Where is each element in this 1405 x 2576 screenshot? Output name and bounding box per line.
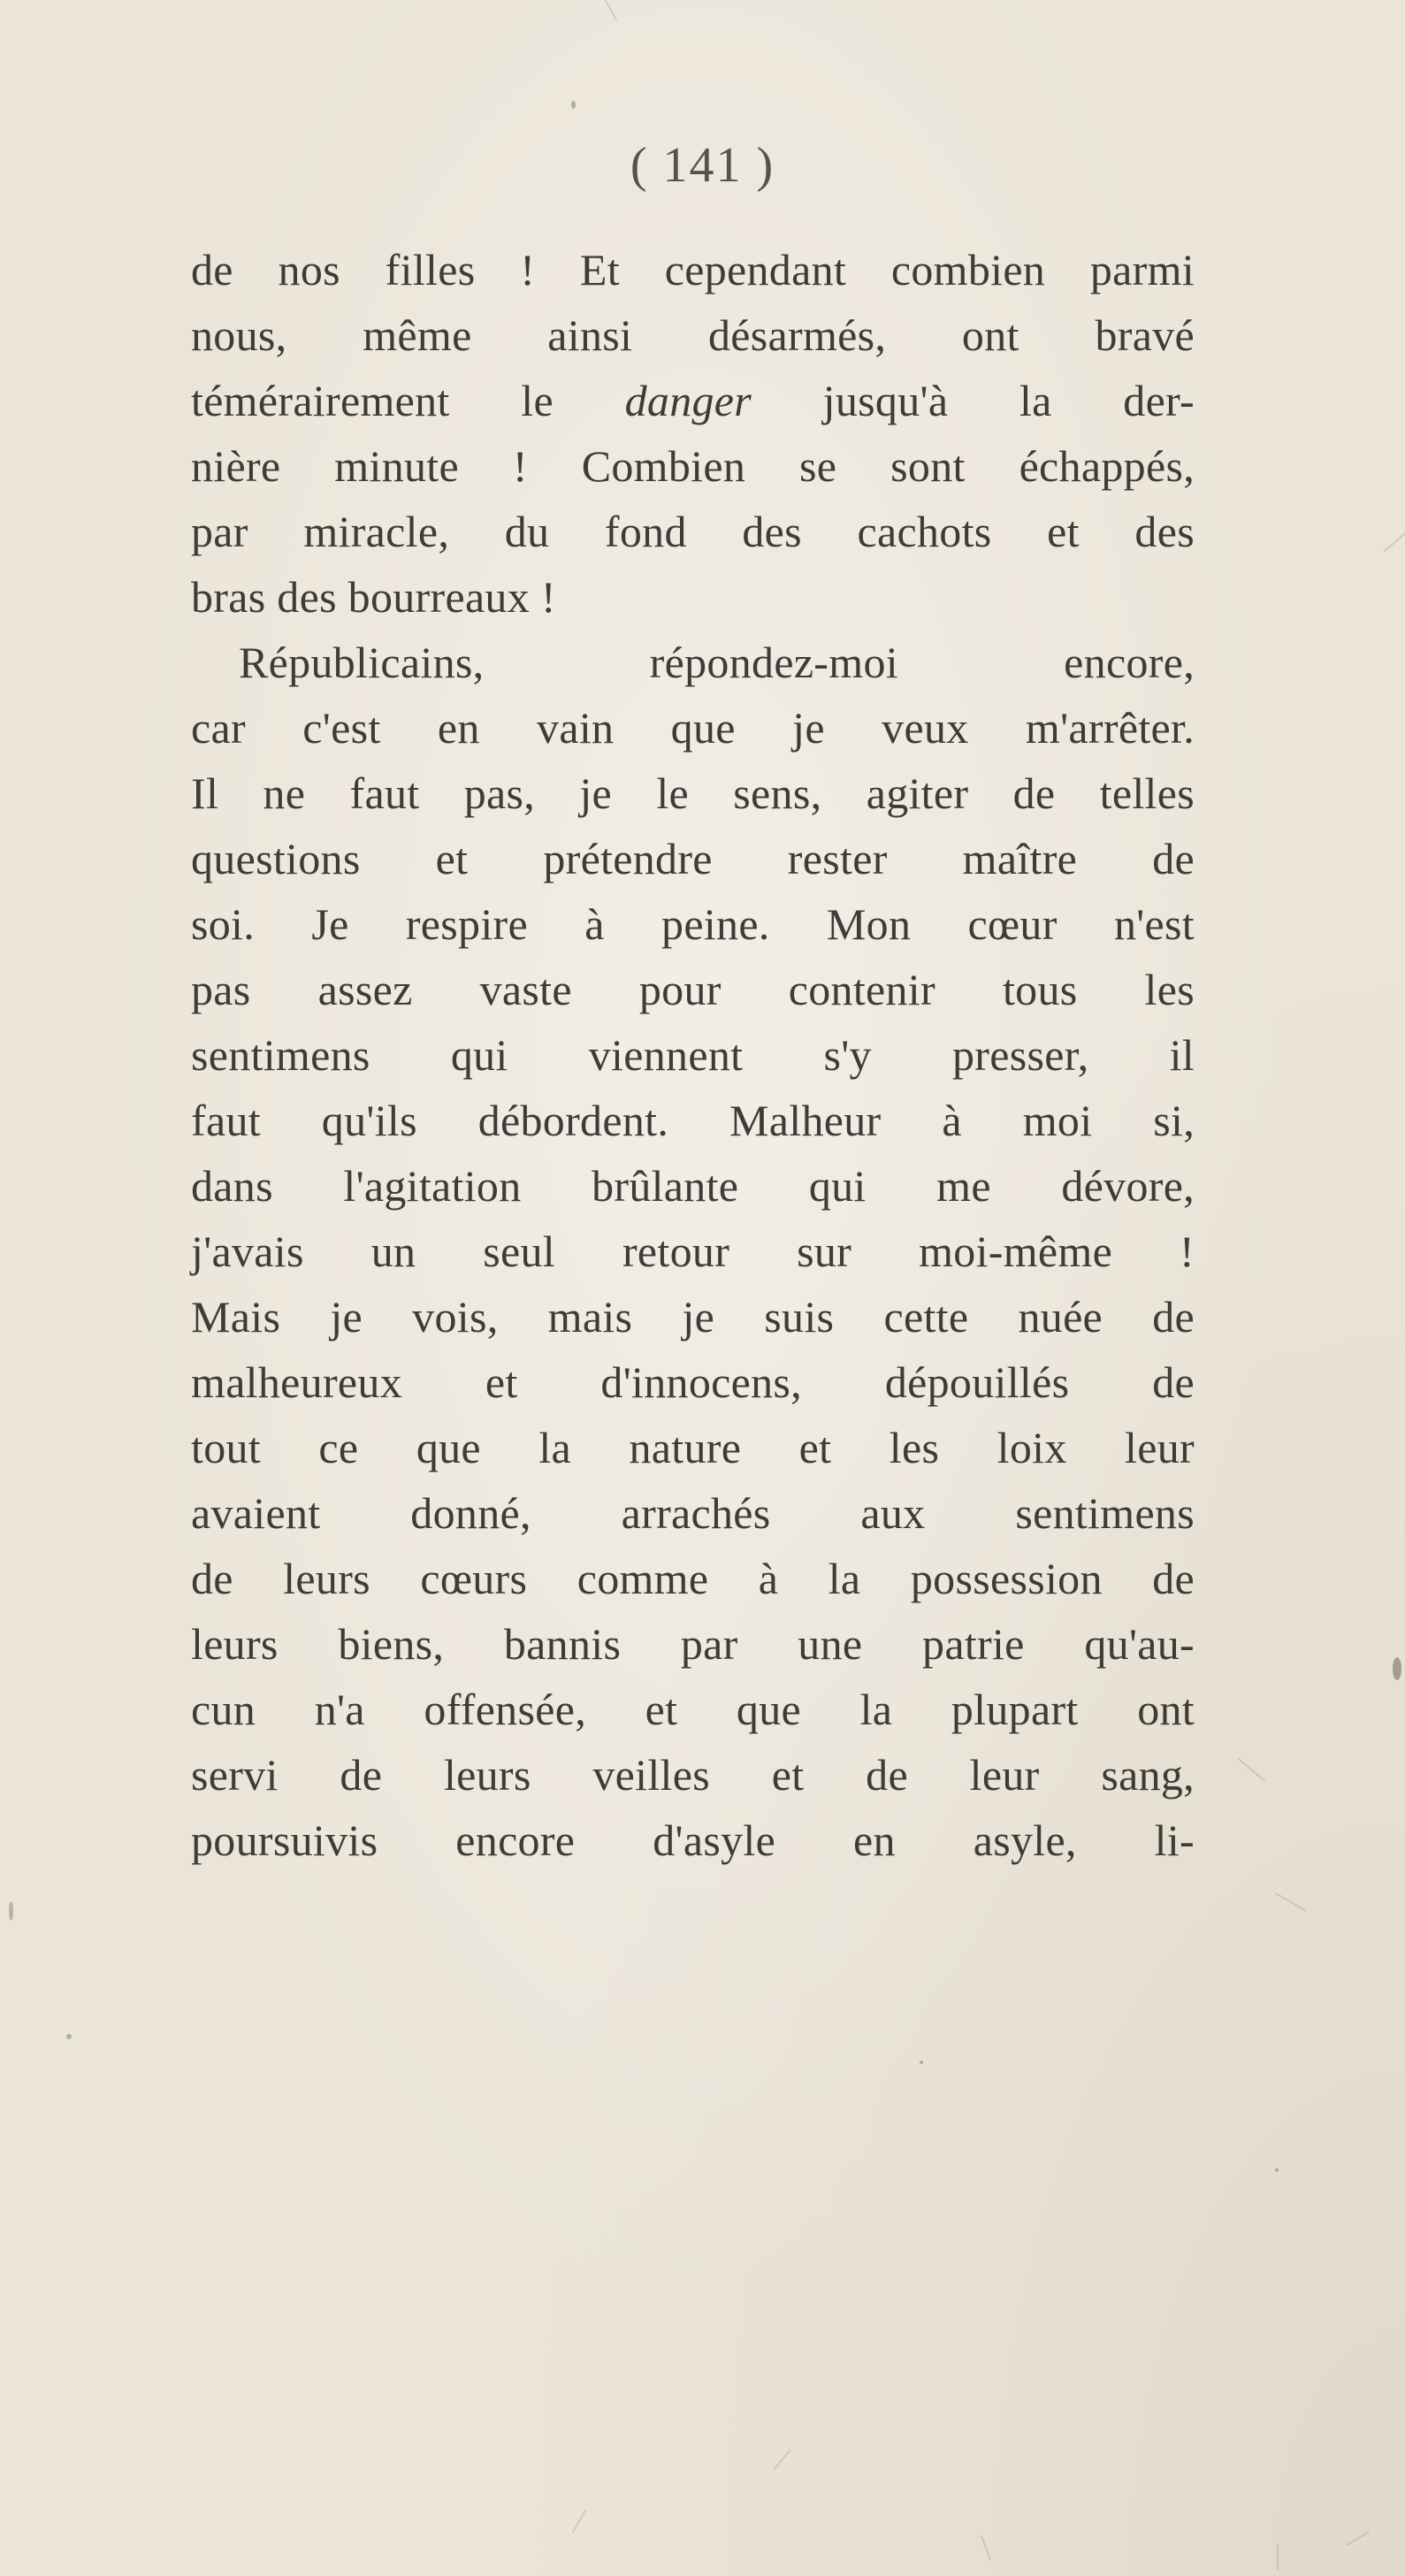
- text-line-paragraph-start: Républicains, répondez-moi encore,: [239, 638, 1195, 687]
- paper-fiber: [1383, 528, 1405, 552]
- paper-speck: [66, 2034, 72, 2039]
- paper-speck: [9, 1901, 13, 1921]
- body-text: [191, 237, 1195, 1873]
- text-line: cun n'a offensée, et que la plupart ont: [191, 1685, 1195, 1734]
- paper-fiber: [1237, 1757, 1265, 1781]
- text-line: [191, 368, 1195, 433]
- paper-speck: [1393, 1657, 1401, 1680]
- paper-fiber: [1275, 1892, 1307, 1912]
- text-line: de leurs cœurs comme à la possession de: [191, 1554, 1195, 1603]
- text-line: par miracle, du fond des cachots et des: [191, 507, 1195, 556]
- text-line: soi. Je respire à peine. Mon cœur n'est: [191, 899, 1195, 949]
- paper-speck: [571, 101, 576, 109]
- text-line-paragraph-end: bras des bourreaux !: [191, 572, 556, 622]
- text-line: faut qu'ils débordent. Malheur à moi si,: [191, 1096, 1195, 1145]
- paper-fiber: [981, 2535, 991, 2561]
- text-line: nière minute ! Combien se sont échappés,: [191, 441, 1195, 491]
- text-line: questions et prétendre rester maître de: [191, 834, 1195, 883]
- text-line: Mais je vois, mais je suis cette nuée de: [191, 1292, 1195, 1342]
- text-line: dans l'agitation brûlante qui me dévore,: [191, 1161, 1195, 1211]
- text-line: de nos filles ! Et cependant combien parmi: [191, 245, 1195, 294]
- paper-speck: [920, 2060, 923, 2064]
- page-number: ( 141 ): [630, 138, 775, 193]
- text-line: car c'est en vain que je veux m'arrêter.: [191, 703, 1195, 753]
- text-segment: témérairement le: [191, 376, 625, 425]
- text-line: j'avais un seul retour sur moi-même !: [191, 1227, 1195, 1276]
- text-line: pas assez vaste pour contenir tous les: [191, 965, 1195, 1014]
- paper-fiber: [1277, 2543, 1279, 2570]
- paper-fiber: [774, 2449, 792, 2470]
- paper-speck: [1275, 2168, 1279, 2172]
- italic-word-danger: danger: [624, 376, 752, 425]
- text-segment: jusqu'à la der-: [752, 376, 1195, 425]
- text-line: sentimens qui viennent s'y presser, il: [191, 1030, 1195, 1080]
- text-line: avaient donné, arrachés aux sentimens: [191, 1488, 1195, 1538]
- text-line: malheureux et d'innocens, dépouillés de: [191, 1357, 1195, 1407]
- text-line: Il ne faut pas, je le sens, agiter de telles: [191, 768, 1195, 818]
- paper-fiber: [572, 2510, 587, 2534]
- text-line: poursuivis encore d'asyle en asyle, li-: [191, 1815, 1195, 1865]
- text-line: tout ce que la nature et les loix leur: [191, 1423, 1195, 1472]
- paper-fiber: [1346, 2532, 1370, 2547]
- paper-fiber: [594, 0, 618, 20]
- text-line: leurs biens, bannis par une patrie qu'au-: [191, 1619, 1195, 1669]
- text-line: servi de leurs veilles et de leur sang,: [191, 1750, 1195, 1800]
- text-line: nous, même ainsi désarmés, ont bravé: [191, 310, 1195, 360]
